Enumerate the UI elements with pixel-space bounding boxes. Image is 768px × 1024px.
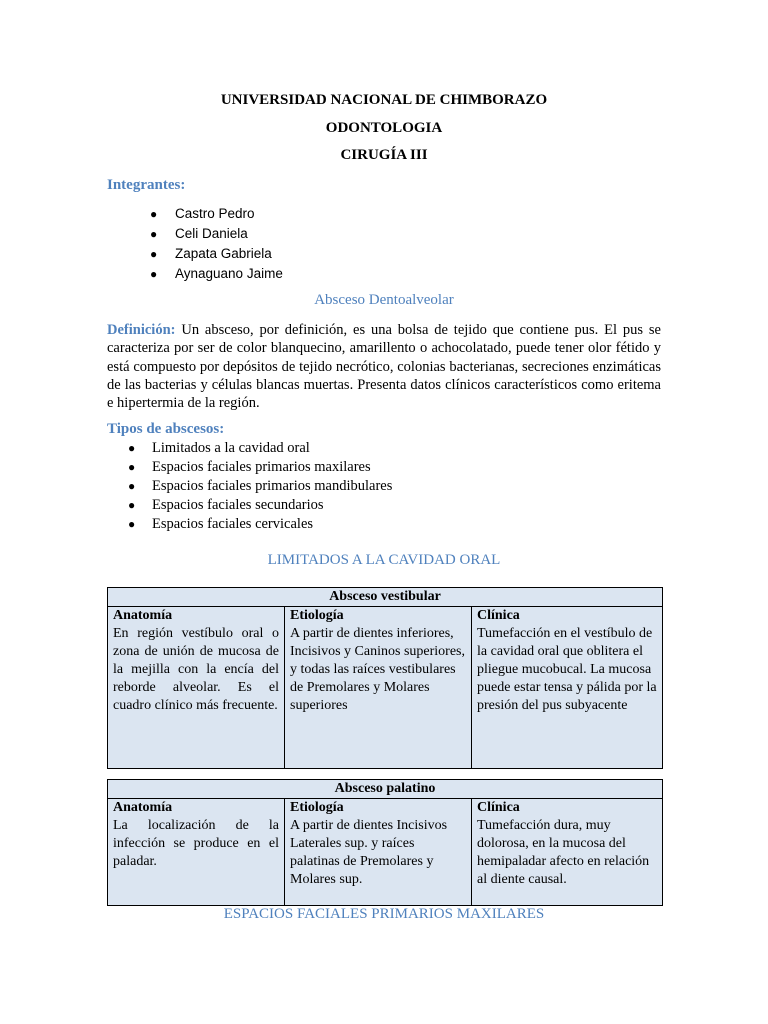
cell-text: La localización de la infección se produce en el paladar. <box>113 818 279 869</box>
bullet-icon: ● <box>128 460 136 474</box>
cell-text: Tumefacción dura, muy dolorosa, en la mucosa del hemipaladar afecto en relación al diente causal. <box>477 818 650 887</box>
list-item: ● Aynaguano Jaime <box>150 264 450 284</box>
bullet-icon: ● <box>128 479 136 493</box>
definition-text: Un absceso, por definición, es una bolsa de tejido que contiene pus. El pus se caracteriza por ser de color blanquecino, amarillento o achocolatado, puede tener olor fétido y está compuesto por depósitos de tejido necrótico, colonias bacterianas, secreciones enzimáticas de las bacterias y células blancas muertas. Presenta datos clínicos característicos como eritema e hipertermia de la región. <box>107 322 661 412</box>
list-item: ● Espacios faciales primarios maxilares <box>128 459 371 475</box>
cell-text: Tumefacción en el vestíbulo de la cavidad oral que oblitera el pliegue mucobucal. La mucosa puede estar tensa y pálida por la presión del pus subyacente <box>477 626 657 713</box>
definition-label: Definición: <box>107 322 176 338</box>
definition-paragraph <box>107 321 661 412</box>
members-label: Integrantes: <box>107 177 186 193</box>
university-title: UNIVERSIDAD NACIONAL DE CHIMBORAZO <box>220 92 548 108</box>
types-label: Tipos de abscesos: <box>107 421 225 437</box>
faculty-title: ODONTOLOGIA <box>325 120 443 136</box>
cell-text: A partir de dientes inferiores, Incisivos y Caninos superiores, y todas las raíces vestibulares de Premolares y Molares superiores <box>290 626 465 713</box>
table-cell-anatomia <box>108 607 285 769</box>
table-row <box>108 799 663 906</box>
column-header: Clínica <box>477 608 520 623</box>
table-absceso-palatino <box>107 779 663 906</box>
section-title-limitados: LIMITADOS A LA CAVIDAD ORAL <box>267 552 501 568</box>
bullet-icon: ● <box>128 517 136 531</box>
list-item: ● Limitados a la cavidad oral <box>128 440 310 456</box>
list-item: ● Zapata Gabriela <box>150 244 450 264</box>
topic-title: Absceso Dentoalveolar <box>314 292 454 308</box>
column-header: Clínica <box>477 800 520 815</box>
types-list <box>128 439 528 534</box>
course-title: CIRUGÍA III <box>340 147 428 163</box>
bullet-icon: ● <box>150 247 158 261</box>
table-cell-clinica <box>472 799 663 906</box>
column-header: Etiología <box>290 608 344 623</box>
table-cell-etiologia <box>285 607 472 769</box>
table-cell-etiologia <box>285 799 472 906</box>
table-title: Absceso palatino <box>108 780 663 799</box>
cell-text: A partir de dientes Incisivos Laterales sup. y raíces palatinas de Premolares y Molares sup. <box>290 818 448 887</box>
bullet-icon: ● <box>150 207 158 221</box>
cell-text: En región vestíbulo oral o zona de unión de mucosa de la mejilla con la encía del reborde alveolar. Es el cuadro clínico más frecuente. <box>113 626 279 713</box>
list-item: ● Espacios faciales primarios mandibulares <box>128 478 393 494</box>
column-header: Anatomía <box>113 800 173 815</box>
list-item: ● Espacios faciales cervicales <box>128 516 314 532</box>
table-row <box>108 607 663 769</box>
table-title-row <box>108 588 663 607</box>
bullet-icon: ● <box>150 227 158 241</box>
column-header: Anatomía <box>113 608 173 623</box>
members-list <box>150 204 450 284</box>
table-absceso-vestibular <box>107 587 663 769</box>
column-header: Etiología <box>290 800 344 815</box>
bullet-icon: ● <box>128 498 136 512</box>
section-title-maxilares: ESPACIOS FACIALES PRIMARIOS MAXILARES <box>223 906 545 922</box>
table-cell-clinica <box>472 607 663 769</box>
bullet-icon: ● <box>128 441 136 455</box>
table-cell-anatomia <box>108 799 285 906</box>
table-title-row <box>108 780 663 799</box>
table-title: Absceso vestibular <box>108 588 663 607</box>
bullet-icon: ● <box>150 267 158 281</box>
list-item: ● Castro Pedro <box>150 204 450 224</box>
list-item: ● Espacios faciales secundarios <box>128 497 324 513</box>
list-item: ● Celi Daniela <box>150 224 450 244</box>
